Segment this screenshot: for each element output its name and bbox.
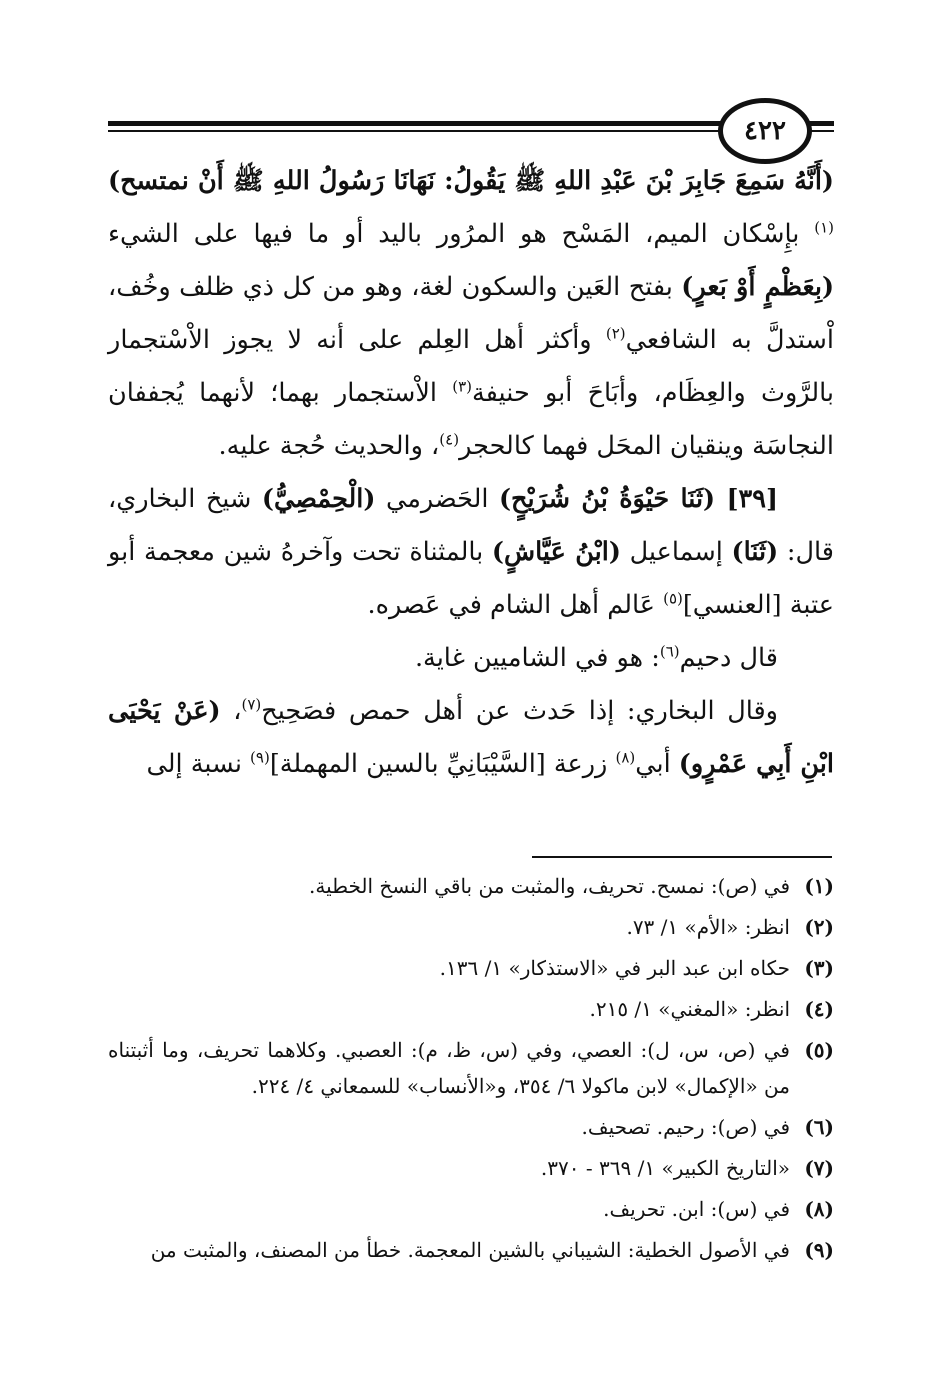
main-text xyxy=(108,155,834,791)
commentary-text: ، والحديث حُجة عليه. xyxy=(218,431,440,461)
hadith-quote: (بِعَظْمٍ أَوْ بَعرٍ) xyxy=(681,272,835,302)
footnotes xyxy=(108,868,834,1273)
footnote-ref-1: (١) xyxy=(814,218,834,237)
footnote-text: انظر: «الأم» ١/ ٧٣. xyxy=(626,915,790,939)
commentary-text: : هو في الشاميين غاية. xyxy=(414,643,660,673)
hadith-quote: (أَنَّهُ سَمِعَ جَابِرَ بْنَ عَبْدِ اللهِ ﷺ يَقُولُ: نَهَانَا رَسُولُ اللهِ ﷺ أَنْ نمتسح) xyxy=(108,166,834,196)
hadith-quote: (عَنْ يَحْيَى ابْنِ أَبِي عَمْرٍو) xyxy=(108,696,834,779)
footnote-ref-5: (٥) xyxy=(663,589,683,608)
paragraph-2 xyxy=(108,473,834,632)
footnote-item xyxy=(108,950,834,986)
commentary-text: زرعة [السَّيْبَانِيِّ بالسين المهملة] xyxy=(269,749,616,779)
footnote-text: في (ص): نمسح. تحريف، والمثبت من باقي النسخ الخطية. xyxy=(308,874,790,898)
footnote-item xyxy=(108,1150,834,1186)
commentary-text: أبي xyxy=(635,749,679,779)
footnote-item xyxy=(108,1032,834,1104)
footnote-number: (٢) xyxy=(804,915,834,939)
page-header xyxy=(108,98,834,162)
footnote-item xyxy=(108,868,834,904)
commentary-text: شيخ البخاري، قال: xyxy=(108,484,834,567)
commentary-text: بإِسْكان الميم، المَسْح هو المرُور باليد أو ما فيها على الشيء xyxy=(108,219,815,249)
commentary-text: إسماعيل xyxy=(620,537,732,567)
footnote-text: في الأصول الخطية: الشيباني بالشين المعجمة. خطأ من المصنف، والمثبت من xyxy=(150,1238,790,1262)
footnote-text: حكاه ابن عبد البر في «الاستذكار» ١/ ١٣٦. xyxy=(439,956,790,980)
footnote-number: (٥) xyxy=(804,1038,834,1062)
footnote-ref-8: (٨) xyxy=(615,748,636,767)
footnote-number: (٨) xyxy=(804,1197,834,1221)
footnote-item xyxy=(108,991,834,1027)
paragraph-3 xyxy=(108,632,834,685)
footnote-number: (٤) xyxy=(804,997,834,1021)
footnote-number: (٧) xyxy=(804,1156,834,1180)
footnote-number: (١) xyxy=(804,874,834,898)
hadith-quote: (الْحِمْصِيُّ) xyxy=(261,484,376,514)
footnote-number: (٩) xyxy=(804,1238,834,1262)
footnote-text: انظر: «المغني» ١/ ٢١٥. xyxy=(589,997,790,1021)
commentary-text: نسبة إلى xyxy=(146,749,251,779)
hadith-quote: (ثَنَا حَيْوَةُ بْنُ شُرَيْحٍ) xyxy=(498,484,716,514)
paragraph-4 xyxy=(108,685,834,791)
footnote-ref-9: (٩) xyxy=(250,748,270,767)
footnote-text: «التاريخ الكبير» ١/ ٣٦٩ - ٣٧٠. xyxy=(540,1156,790,1180)
hadith-quote: (ابْنُ عَيَّاشٍ) xyxy=(491,537,621,567)
footnote-item xyxy=(108,1109,834,1145)
commentary-text: بالمثناة تحت وآخرهُ شين معجمة أبو عتبة [العنسي] xyxy=(108,537,834,620)
commentary-text: الاْستجمار بهما؛ لأنهما يُجففان النجاسَة وينقيان المحَل فهما كالحجر xyxy=(108,378,834,461)
commentary-text: بفتح العَين والسكون لغة، وهو من كل ذي ظلف وخُف، اْستدلَّ به الشافعي xyxy=(108,272,834,355)
commentary-text: عَالم أهل الشام في عَصره. xyxy=(367,590,664,620)
hadith-number: [٣٩] xyxy=(715,484,779,514)
footnote-ref-3: (٣) xyxy=(452,377,472,396)
footnote-item xyxy=(108,909,834,945)
paragraph-1 xyxy=(108,155,834,473)
footnote-ref-7: (٧) xyxy=(241,695,262,714)
commentary-text: الحَضرمي xyxy=(375,484,499,514)
footnote-item xyxy=(108,1232,834,1268)
footnote-text: في (س): ابن. تحريف. xyxy=(603,1197,790,1221)
footnote-separator xyxy=(532,856,832,858)
footnote-number: (٣) xyxy=(804,956,834,980)
hadith-quote: (ثَنَا) xyxy=(731,537,779,567)
commentary-text: قال دحيم xyxy=(679,643,778,673)
commentary-text: وقال البخاري: إذا حَدث عن أهل حمص فصَحِيح xyxy=(261,696,778,726)
commentary-text: وأكثر أهل العِلم على أنه لا يجوز الاْسْتجمار بالرَّوث والعِظَام، وأبَاحَ أبو حنيفة xyxy=(108,325,834,408)
footnote-text: في (ص، س، ل): العصي، وفي (س، ظ، م): العصبي. وكلاهما تحريف، وما أثبتناه من «الإكمال» لابن ماكولا ٦/ ٣٥٤، و«الأنساب» للسمعاني ٤/ ٢٢٤. xyxy=(108,1038,790,1098)
page-number: ٤٢٢ xyxy=(718,98,812,164)
footnote-text: في (ص): رحيم. تصحيف. xyxy=(581,1115,790,1139)
commentary-text: ، xyxy=(220,696,242,726)
footnote-item xyxy=(108,1191,834,1227)
footnote-ref-4: (٤) xyxy=(439,430,460,449)
footnote-ref-6: (٦) xyxy=(659,642,680,661)
footnote-ref-2: (٢) xyxy=(605,324,626,343)
footnote-number: (٦) xyxy=(804,1115,834,1139)
